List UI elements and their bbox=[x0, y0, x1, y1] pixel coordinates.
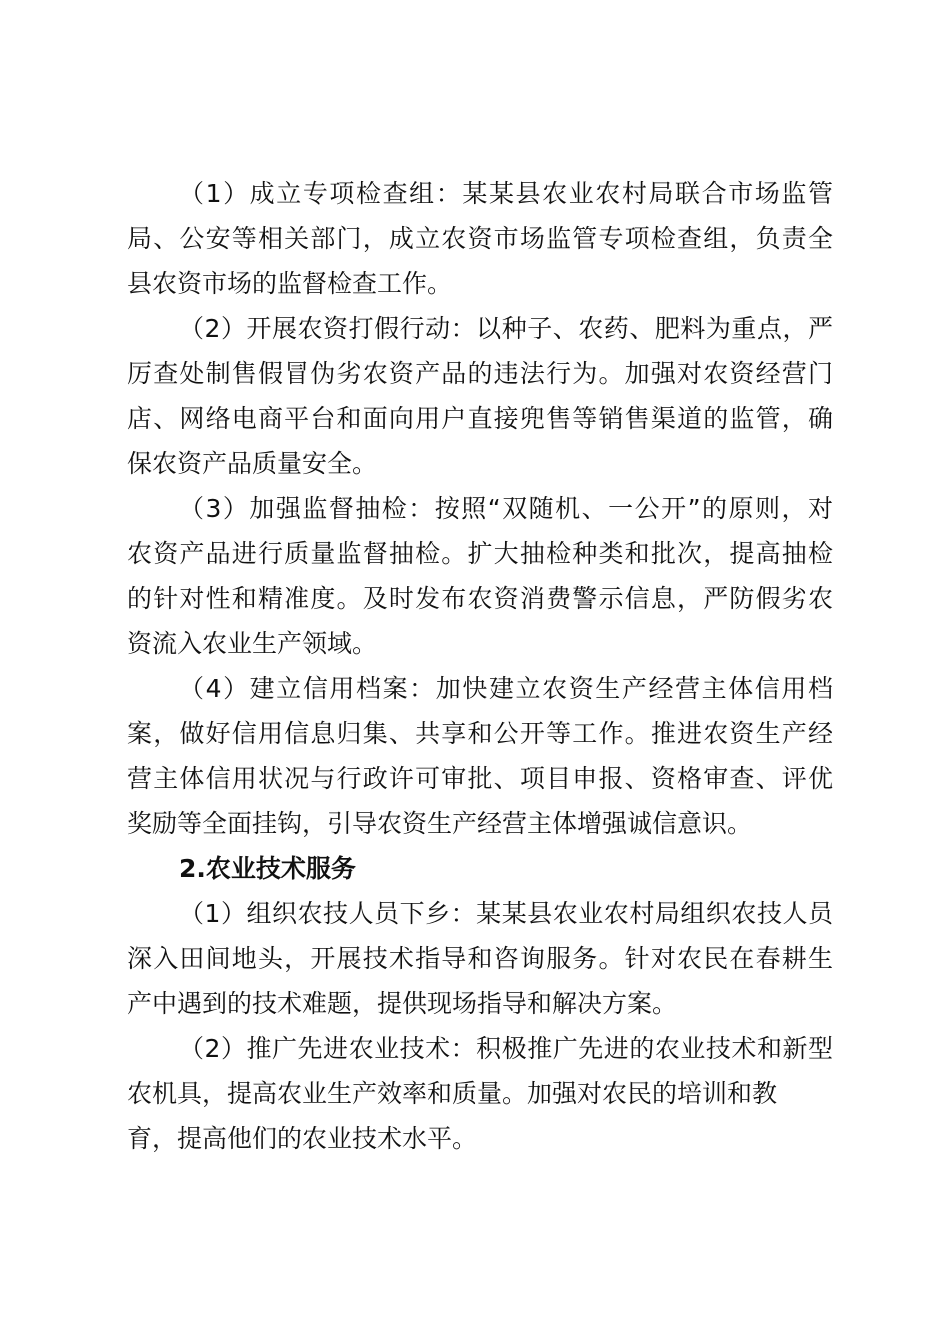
paragraph-5-line-2: 深入田间地头，开展技术指导和咨询服务。针对农民在春耕生 bbox=[127, 944, 833, 973]
paragraph-4-line-1: （4）建立信用档案：加快建立农资生产经营主体信用档 bbox=[179, 674, 833, 703]
paragraph-2-line-3: 店、网络电商平台和面向用户直接兜售等销售渠道的监管，确 bbox=[127, 404, 833, 433]
paragraph-1-line-1: （1）成立专项检查组：某某县农业农村局联合市场监管 bbox=[179, 179, 833, 208]
section-heading: 2.农业技术服务 bbox=[179, 854, 356, 883]
paragraph-5-line-3: 产中遇到的技术难题，提供现场指导和解决方案。 bbox=[127, 989, 678, 1018]
paragraph-3-line-1: （3）加强监督抽检：按照“双随机、一公开”的原则，对 bbox=[179, 494, 833, 523]
paragraph-1-line-2: 局、公安等相关部门，成立农资市场监管专项检查组，负责全 bbox=[127, 224, 833, 253]
paragraph-4-line-2: 案，做好信用信息归集、共享和公开等工作。推进农资生产经 bbox=[127, 719, 833, 748]
paragraph-2-line-1: （2）开展农资打假行动：以种子、农药、肥料为重点，严 bbox=[179, 314, 833, 343]
paragraph-1-line-3: 县农资市场的监督检查工作。 bbox=[127, 269, 453, 298]
document-body bbox=[127, 171, 833, 1161]
paragraph-6-line-3: 育，提高他们的农业技术水平。 bbox=[127, 1124, 478, 1153]
paragraph-2-line-4: 保农资产品质量安全。 bbox=[127, 449, 378, 478]
paragraph-2-line-2: 厉查处制售假冒伪劣农资产品的违法行为。加强对农资经营门 bbox=[127, 359, 833, 388]
paragraph-6-line-2: 农机具，提高农业生产效率和质量。加强对农民的培训和教 bbox=[127, 1079, 778, 1108]
paragraph-4-line-3: 营主体信用状况与行政许可审批、项目申报、资格审查、评优 bbox=[127, 764, 833, 793]
paragraph-3-line-4: 资流入农业生产领域。 bbox=[127, 629, 378, 658]
paragraph-5-line-1: （1）组织农技人员下乡：某某县农业农村局组织农技人员 bbox=[179, 899, 833, 928]
paragraph-4-line-4: 奖励等全面挂钩，引导农资生产经营主体增强诚信意识。 bbox=[127, 809, 753, 838]
paragraph-6-line-1: （2）推广先进农业技术：积极推广先进的农业技术和新型 bbox=[179, 1034, 833, 1063]
paragraph-3-line-3: 的针对性和精准度。及时发布农资消费警示信息，严防假劣农 bbox=[127, 584, 833, 613]
paragraph-3-line-2: 农资产品进行质量监督抽检。扩大抽检种类和批次，提高抽检 bbox=[127, 539, 833, 568]
